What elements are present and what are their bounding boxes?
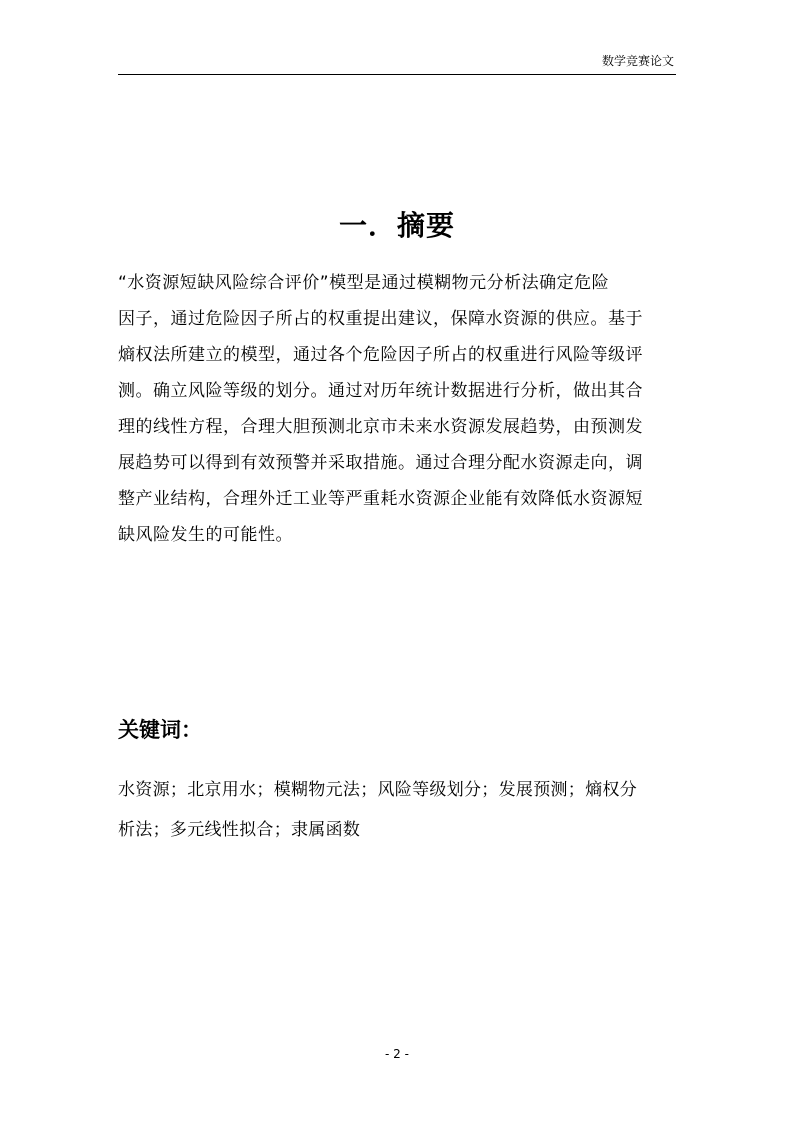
header-title: 数学竞赛论文 bbox=[601, 54, 674, 68]
keywords-heading: 关键词： bbox=[118, 718, 202, 742]
abstract-line: “水资源短缺风险综合评价”模型是通过模糊物元分析法确定危险 bbox=[118, 273, 610, 293]
section-title: 一．摘要 bbox=[338, 209, 455, 242]
page-number: - 2 - bbox=[385, 1047, 409, 1061]
keywords-line: 析法；多元线性拟合；隶属函数 bbox=[118, 820, 361, 840]
abstract-line: 理的线性方程，合理大胆预测北京市未来水资源发展趋势，由预测发 bbox=[118, 417, 643, 437]
keywords-list bbox=[118, 770, 680, 850]
page-header bbox=[118, 50, 676, 75]
abstract-line: 测。确立风险等级的划分。通过对历年统计数据进行分析，做出其合 bbox=[118, 381, 643, 401]
keywords-line: 水资源；北京用水；模糊物元法；风险等级划分；发展预测；熵权分 bbox=[118, 780, 637, 800]
abstract-line: 熵权法所建立的模型，通过各个危险因子所占的权重进行风险等级评 bbox=[118, 345, 643, 365]
abstract-line: 因子，通过危险因子所占的权重提出建议，保障水资源的供应。基于 bbox=[118, 309, 643, 329]
abstract-line: 整产业结构，合理外迁工业等严重耗水资源企业能有效降低水资源短 bbox=[118, 489, 643, 509]
abstract-line: 缺风险发生的可能性。 bbox=[118, 525, 293, 545]
abstract-line: 展趋势可以得到有效预警并采取措施。通过合理分配水资源走向，调 bbox=[118, 453, 643, 473]
abstract-paragraph bbox=[118, 265, 680, 553]
